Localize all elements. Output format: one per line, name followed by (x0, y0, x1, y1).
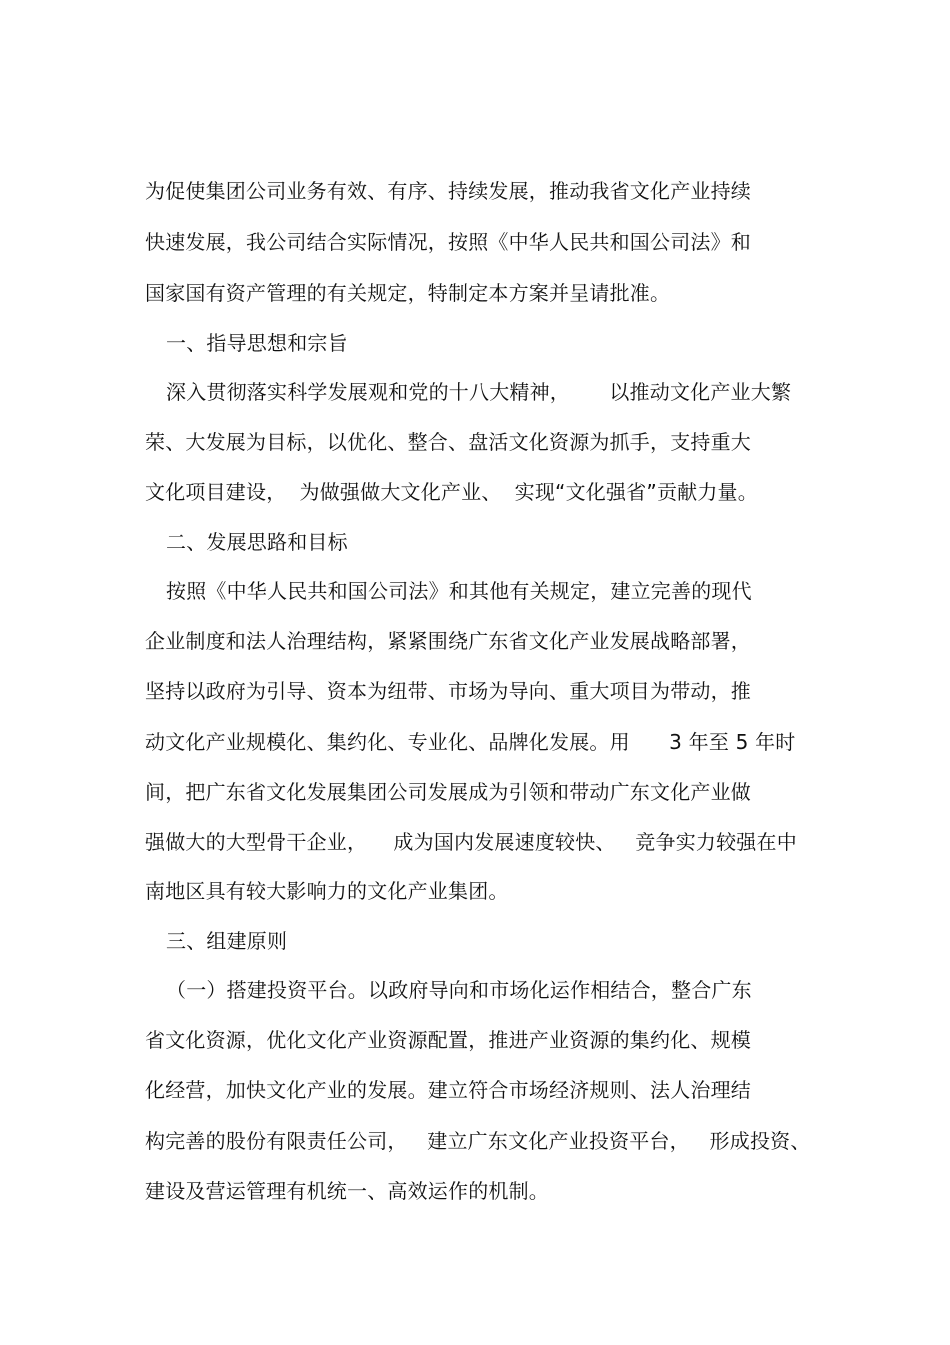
paragraph-line: （一）搭建投资平台。以政府导向和市场化运作相结合，整合广东 (166, 978, 752, 1002)
paragraph-line: 坚持以政府为引导、资本为纽带、市场为导向、重大项目为带动，推 (145, 679, 751, 703)
paragraph-line: 企业制度和法人治理结构，紧紧围绕广东省文化产业发展战略部署， (145, 629, 751, 653)
paragraph-line: 南地区具有较大影响力的文化产业集团。 (145, 879, 509, 903)
paragraph-line: 间，把广东省文化发展集团公司发展成为引领和带动广东文化产业做 (145, 780, 751, 804)
section-heading: 三、组建原则 (166, 929, 288, 953)
paragraph-line: 荣、大发展为目标，以优化、整合、盘活文化资源为抓手，支持重大 (145, 430, 751, 454)
section-heading: 一、指导思想和宗旨 (166, 331, 348, 355)
paragraph-line: 快速发展，我公司结合实际情况，按照《中华人民共和国公司法》和 (145, 230, 751, 254)
paragraph-line: 强做大的大型骨干企业， 成为国内发展速度较快、 竞争实力较强在中 (145, 830, 797, 854)
paragraph-line: 按照《中华人民共和国公司法》和其他有关规定，建立完善的现代 (166, 579, 752, 603)
paragraph-line: 动文化产业规模化、集约化、专业化、品牌化发展。用 3 年至 5 年时 (145, 730, 796, 754)
paragraph-line: 化经营，加快文化产业的发展。建立符合市场经济规则、法人治理结 (145, 1078, 751, 1102)
paragraph-line: 省文化资源，优化文化产业资源配置，推进产业资源的集约化、规模 (145, 1028, 751, 1052)
paragraph-line: 构完善的股份有限责任公司， 建立广东文化产业投资平台， 形成投资、 (145, 1129, 811, 1153)
section-heading: 二、发展思路和目标 (166, 530, 348, 554)
paragraph-line: 建设及营运管理有机统一、高效运作的机制。 (145, 1179, 549, 1203)
paragraph-line: 深入贯彻落实科学发展观和党的十八大精神， 以推动文化产业大繁 (166, 380, 792, 404)
paragraph-line: 国家国有资产管理的有关规定，特制定本方案并呈请批准。 (145, 281, 671, 305)
paragraph-line: 文化项目建设， 为做强做大文化产业、 实现“文化强省”贡献力量。 (145, 480, 758, 504)
paragraph-line: 为促使集团公司业务有效、有序、持续发展，推动我省文化产业持续 (145, 179, 751, 203)
